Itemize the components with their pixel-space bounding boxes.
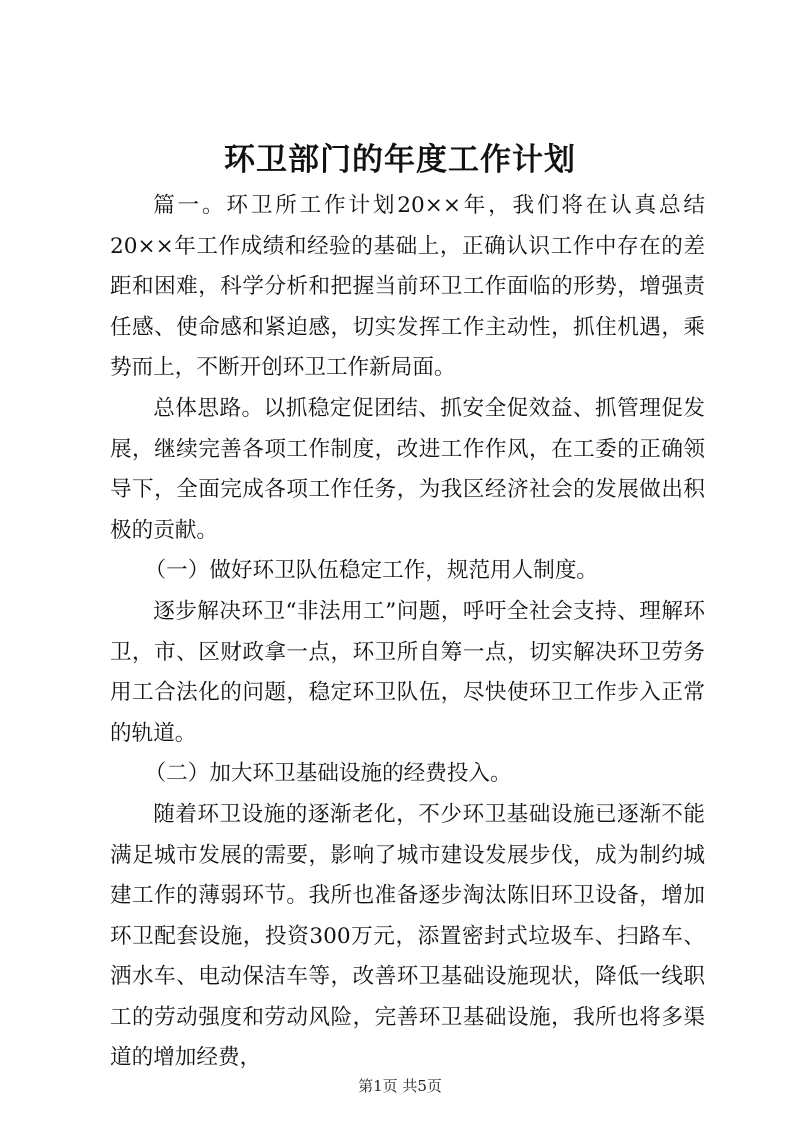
paragraph-overall-approach: 总体思路。以抓稳定促团结、抓安全促效益、抓管理促发展，继续完善各项工作制度，改进工作作风，在工委的正确领导下，全面完成各项工作任务，为我区经济社会的发展做出积极的贡献。 [110,395,705,543]
document-title: 环卫部门的年度工作计划 [224,142,576,178]
section-heading-2: （二）加大环卫基础设施的经费投入。 [144,761,512,787]
page-number-footer: 第1页 共5页 [358,1077,442,1095]
paragraph-intro: 篇一。环卫所工作计划20××年，我们将在认真总结20××年工作成绩和经验的基础上，正确认识工作中存在的差距和困难，科学分析和把握当前环卫工作面临的形势，增强责任感、使命感和紧迫感，切实发挥工作主动性，抓住机遇，乘势而上，不断开创环卫工作新局面。 [110,193,705,381]
paragraph-staffing: 逐步解决环卫“非法用工”问题，呼吁全社会支持、理解环卫，市、区财政拿一点，环卫所自筹一点，切实解决环卫劳务用工合法化的问题，稳定环卫队伍，尽快使环卫工作步入正常的轨道。 [110,598,705,746]
document-body [110,186,705,1079]
paragraph-infrastructure: 随着环卫设施的逐渐老化，不少环卫基础设施已逐渐不能满足城市发展的需要，影响了城市建设发展步伐，成为制约城建工作的薄弱环节。我所也准备逐步淘汰陈旧环卫设备，增加环卫配套设施，投资300万元，添置密封式垃圾车、扫路车、洒水车、电动保洁车等，改善环卫基础设施现状，降低一线职工的劳动强度和劳动风险，完善环卫基础设施，我所也将多渠道的增加经费， [110,801,705,1071]
section-heading-1: （一）做好环卫队伍稳定工作，规范用人制度。 [144,558,599,584]
